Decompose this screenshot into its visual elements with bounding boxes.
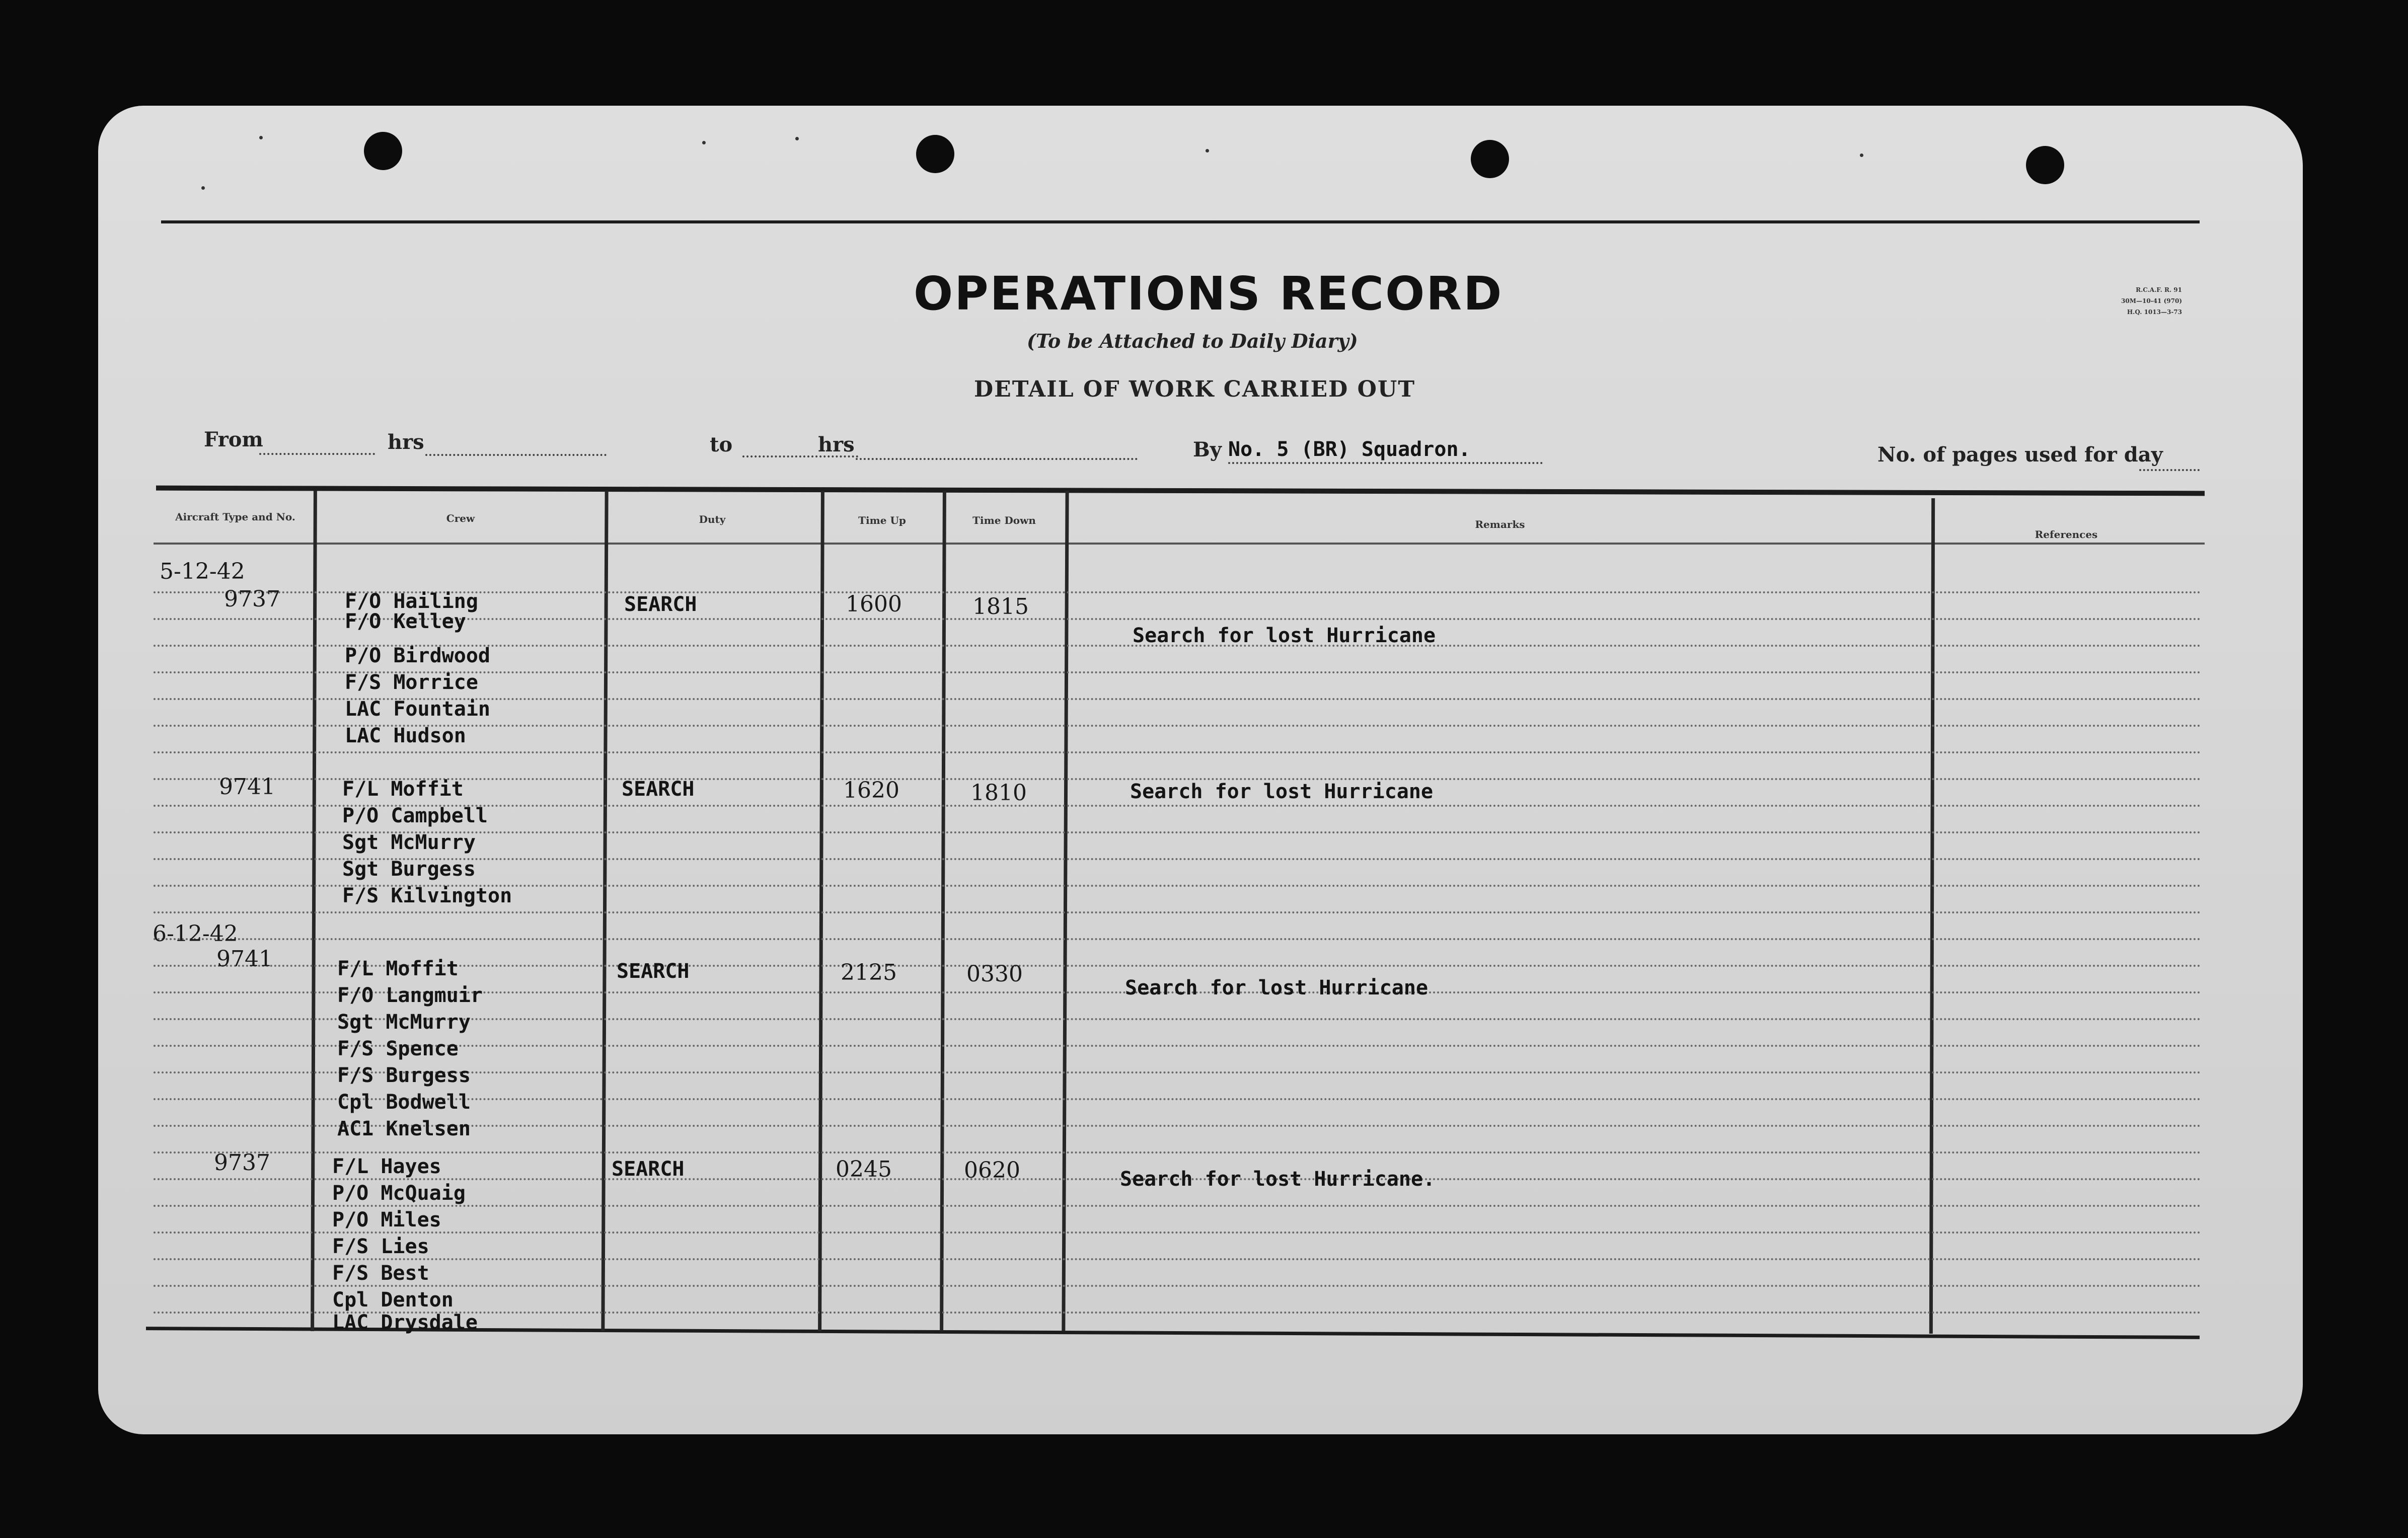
ruled-line — [154, 1258, 2202, 1260]
remarks: Search for lost Hurricane — [1130, 780, 1434, 803]
squadron-blank — [1228, 462, 1543, 464]
crew-member: F/L Hayes — [332, 1155, 441, 1178]
crew-member: P/O Campbell — [342, 804, 488, 827]
crew-member: Sgt McMurry — [337, 1011, 471, 1034]
crew-member: F/S Kilvington — [342, 884, 512, 907]
detail-heading: DETAIL OF WORK CARRIED OUT — [974, 376, 1416, 402]
crew-member: P/O McQuaig — [332, 1182, 466, 1205]
squadron-name: No. 5 (BR) Squadron. — [1228, 438, 1471, 461]
crew-member: F/S Morrice — [345, 671, 478, 694]
crew-member: LAC Hudson — [345, 724, 466, 747]
speck — [702, 141, 706, 144]
aircraft-number: 9741 — [219, 774, 275, 800]
column-header-aircraft: Aircraft Type and No. — [175, 511, 295, 523]
crew-member: F/O Langmuir — [337, 984, 483, 1007]
form-reference-line: R.C.A.F. R. 91 — [2136, 286, 2182, 293]
time-up: 2125 — [841, 960, 897, 985]
form-reference-line: 30M—10-41 (970) — [2121, 297, 2182, 304]
form-reference — [2061, 284, 2182, 318]
punch-hole — [916, 135, 954, 173]
ruled-line — [154, 1285, 2202, 1287]
remarks: Search for lost Hurricane. — [1120, 1168, 1436, 1191]
ruled-line — [154, 1151, 2202, 1154]
speck — [1860, 153, 1863, 157]
ruled-line — [154, 938, 2202, 940]
crew-member: F/S Lies — [332, 1235, 429, 1258]
entry-date: 5-12-42 — [160, 559, 245, 584]
speck — [259, 136, 263, 139]
column-header-duty: Duty — [699, 513, 726, 525]
ruled-line — [154, 1045, 2202, 1047]
time-down: 1815 — [972, 594, 1029, 620]
speck — [795, 137, 799, 140]
crew-member: F/S Best — [332, 1262, 429, 1285]
crew-member: F/S Burgess — [337, 1064, 471, 1087]
column-header-time-down: Time Down — [972, 514, 1036, 526]
time-up: 0245 — [836, 1157, 892, 1182]
speck — [1206, 149, 1209, 152]
crew-member: Cpl Denton — [332, 1288, 454, 1312]
punch-hole — [1471, 140, 1509, 178]
punch-hole — [2026, 146, 2064, 184]
crew-member: LAC Fountain — [345, 698, 490, 721]
ruled-line — [154, 1205, 2202, 1207]
form-reference-line: H.Q. 1013—3-73 — [2127, 309, 2182, 316]
page-title: OPERATIONS RECORD — [914, 267, 1503, 321]
table-top-rule — [156, 486, 2205, 496]
crew-member: F/S Spence — [337, 1037, 459, 1060]
page-subtitle: (To be Attached to Daily Diary) — [1027, 330, 1358, 352]
crew-member: LAC Drysdale — [332, 1311, 478, 1334]
to-label: to — [710, 433, 733, 456]
crew-member: P/O Birdwood — [345, 644, 490, 667]
time-up: 1600 — [846, 591, 902, 617]
duty: SEARCH — [624, 593, 697, 616]
operations-record-sheet — [98, 106, 2303, 1434]
time-down: 0620 — [964, 1158, 1020, 1183]
crew-member: Cpl Bodwell — [337, 1091, 471, 1114]
header-bottom-rule — [154, 543, 2205, 545]
pages-label: No. of pages used for day — [1877, 443, 2163, 467]
column-header-crew: Crew — [446, 512, 475, 524]
from-blank — [259, 453, 375, 455]
time-down: 0330 — [966, 961, 1023, 987]
aircraft-number: 9741 — [216, 946, 273, 972]
date-blank — [856, 458, 1138, 460]
crew-member: F/L Moffit — [342, 778, 464, 801]
top-rule — [161, 220, 2200, 223]
hrs-label: hrs — [388, 430, 424, 454]
by-label: By — [1193, 438, 1222, 462]
crew-member: Sgt Burgess — [342, 858, 476, 881]
remarks: Search for lost Hurricane — [1125, 976, 1428, 999]
column-header-references: References — [2035, 528, 2098, 541]
column-header-time-up: Time Up — [858, 514, 906, 526]
crew-member: AC1 Knelsen — [337, 1117, 471, 1140]
crew-member: P/O Miles — [332, 1208, 441, 1232]
crew-member: F/O Kelley — [345, 610, 466, 633]
column-divider — [1929, 498, 1935, 1334]
crew-member: F/L Moffit — [337, 957, 459, 980]
punch-hole — [364, 132, 402, 170]
date-blank — [425, 454, 607, 456]
crew-member: F/O Hailing — [345, 590, 478, 613]
ruled-line — [154, 911, 2202, 913]
speck — [201, 186, 205, 190]
pages-blank — [2139, 469, 2200, 471]
ruled-line — [154, 751, 2202, 753]
aircraft-number: 9737 — [224, 586, 280, 612]
from-label: From — [204, 428, 263, 451]
remarks: Search for lost Hurricane — [1133, 624, 1436, 647]
duty: SEARCH — [617, 960, 690, 983]
duty: SEARCH — [622, 778, 695, 801]
crew-member: Sgt McMurry — [342, 831, 476, 854]
ruled-line — [154, 1232, 2202, 1234]
time-up: 1620 — [843, 778, 899, 803]
time-down: 1810 — [970, 780, 1027, 806]
entry-date: 6-12-42 — [153, 921, 238, 947]
hrs-label: hrs — [818, 433, 855, 456]
ruled-line — [154, 965, 2202, 967]
column-header-remarks: Remarks — [1475, 518, 1525, 530]
duty: SEARCH — [612, 1158, 685, 1181]
aircraft-number: 9737 — [214, 1150, 270, 1176]
